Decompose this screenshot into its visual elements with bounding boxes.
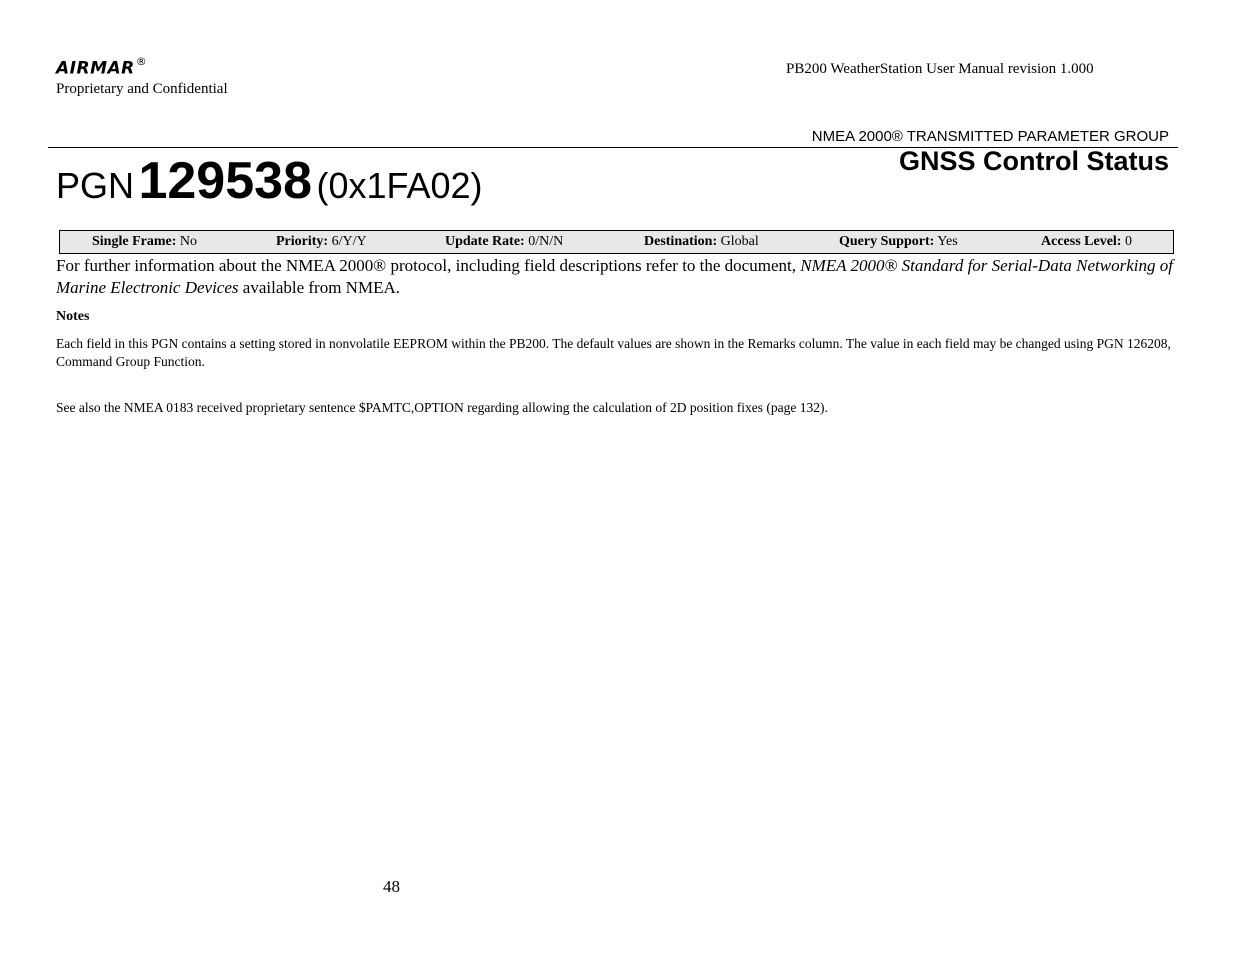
airmar-logo [56,57,147,79]
pgn-title [56,151,483,211]
manual-title: PB200 WeatherStation User Manual revision 1.000 [786,61,1094,77]
property-value: No [179,234,197,249]
info-suffix: available from NMEA. [238,278,400,297]
property-value: 0 [1124,234,1132,249]
property-label: Single Frame: [92,234,177,249]
property-label: Priority: [276,234,329,249]
page-number: 48 [383,877,400,896]
property-access-level [1041,234,1132,250]
pgn-name: GNSS Control Status [898,146,1169,176]
property-label: Access Level: [1041,234,1122,249]
property-value: Global [720,234,759,249]
property-value: 6/Y/Y [331,234,367,249]
document-title: NMEA 2000® Standard for Serial-Data Networking of Marine Electronic Devices [56,256,1173,297]
note-paragraph: See also the NMEA 0183 received proprietary sentence $PAMTC,OPTION regarding allowing the calculation of 2D position fixes (page 132). [56,400,828,415]
property-update-rate [445,234,563,250]
logo-text: AIRMAR [56,58,135,79]
note-paragraph: Each field in this PGN contains a setting stored in nonvolatile EEPROM within the PB200. The default values are shown in the Remarks column. The value in each field may be changed using PGN 126208, Command Group Function. [56,336,1171,369]
property-value: 0/N/N [528,234,564,249]
further-information-paragraph [56,255,1181,299]
notes-heading: Notes [56,309,90,324]
info-prefix: For further information about the NMEA 2000® protocol, including field descriptions refer to the document, [56,256,801,275]
property-label: Query Support: [839,234,935,249]
pgn-properties-bar [59,230,1174,254]
property-value: Yes [937,234,958,249]
pgn-number: 129538 [138,152,312,210]
registered-mark: ® [135,55,148,68]
property-query-support [839,234,958,250]
property-priority [276,234,367,250]
pgn-prefix: PGN [56,165,135,206]
property-label: Destination: [644,234,718,249]
property-single-frame [92,234,197,250]
property-label: Update Rate: [445,234,525,249]
property-destination [644,234,759,250]
confidentiality-notice: Proprietary and Confidential [56,81,228,97]
parameter-group-label: NMEA 2000® TRANSMITTED PARAMETER GROUP [811,128,1169,145]
pgn-hex: (0x1FA02) [316,165,483,206]
